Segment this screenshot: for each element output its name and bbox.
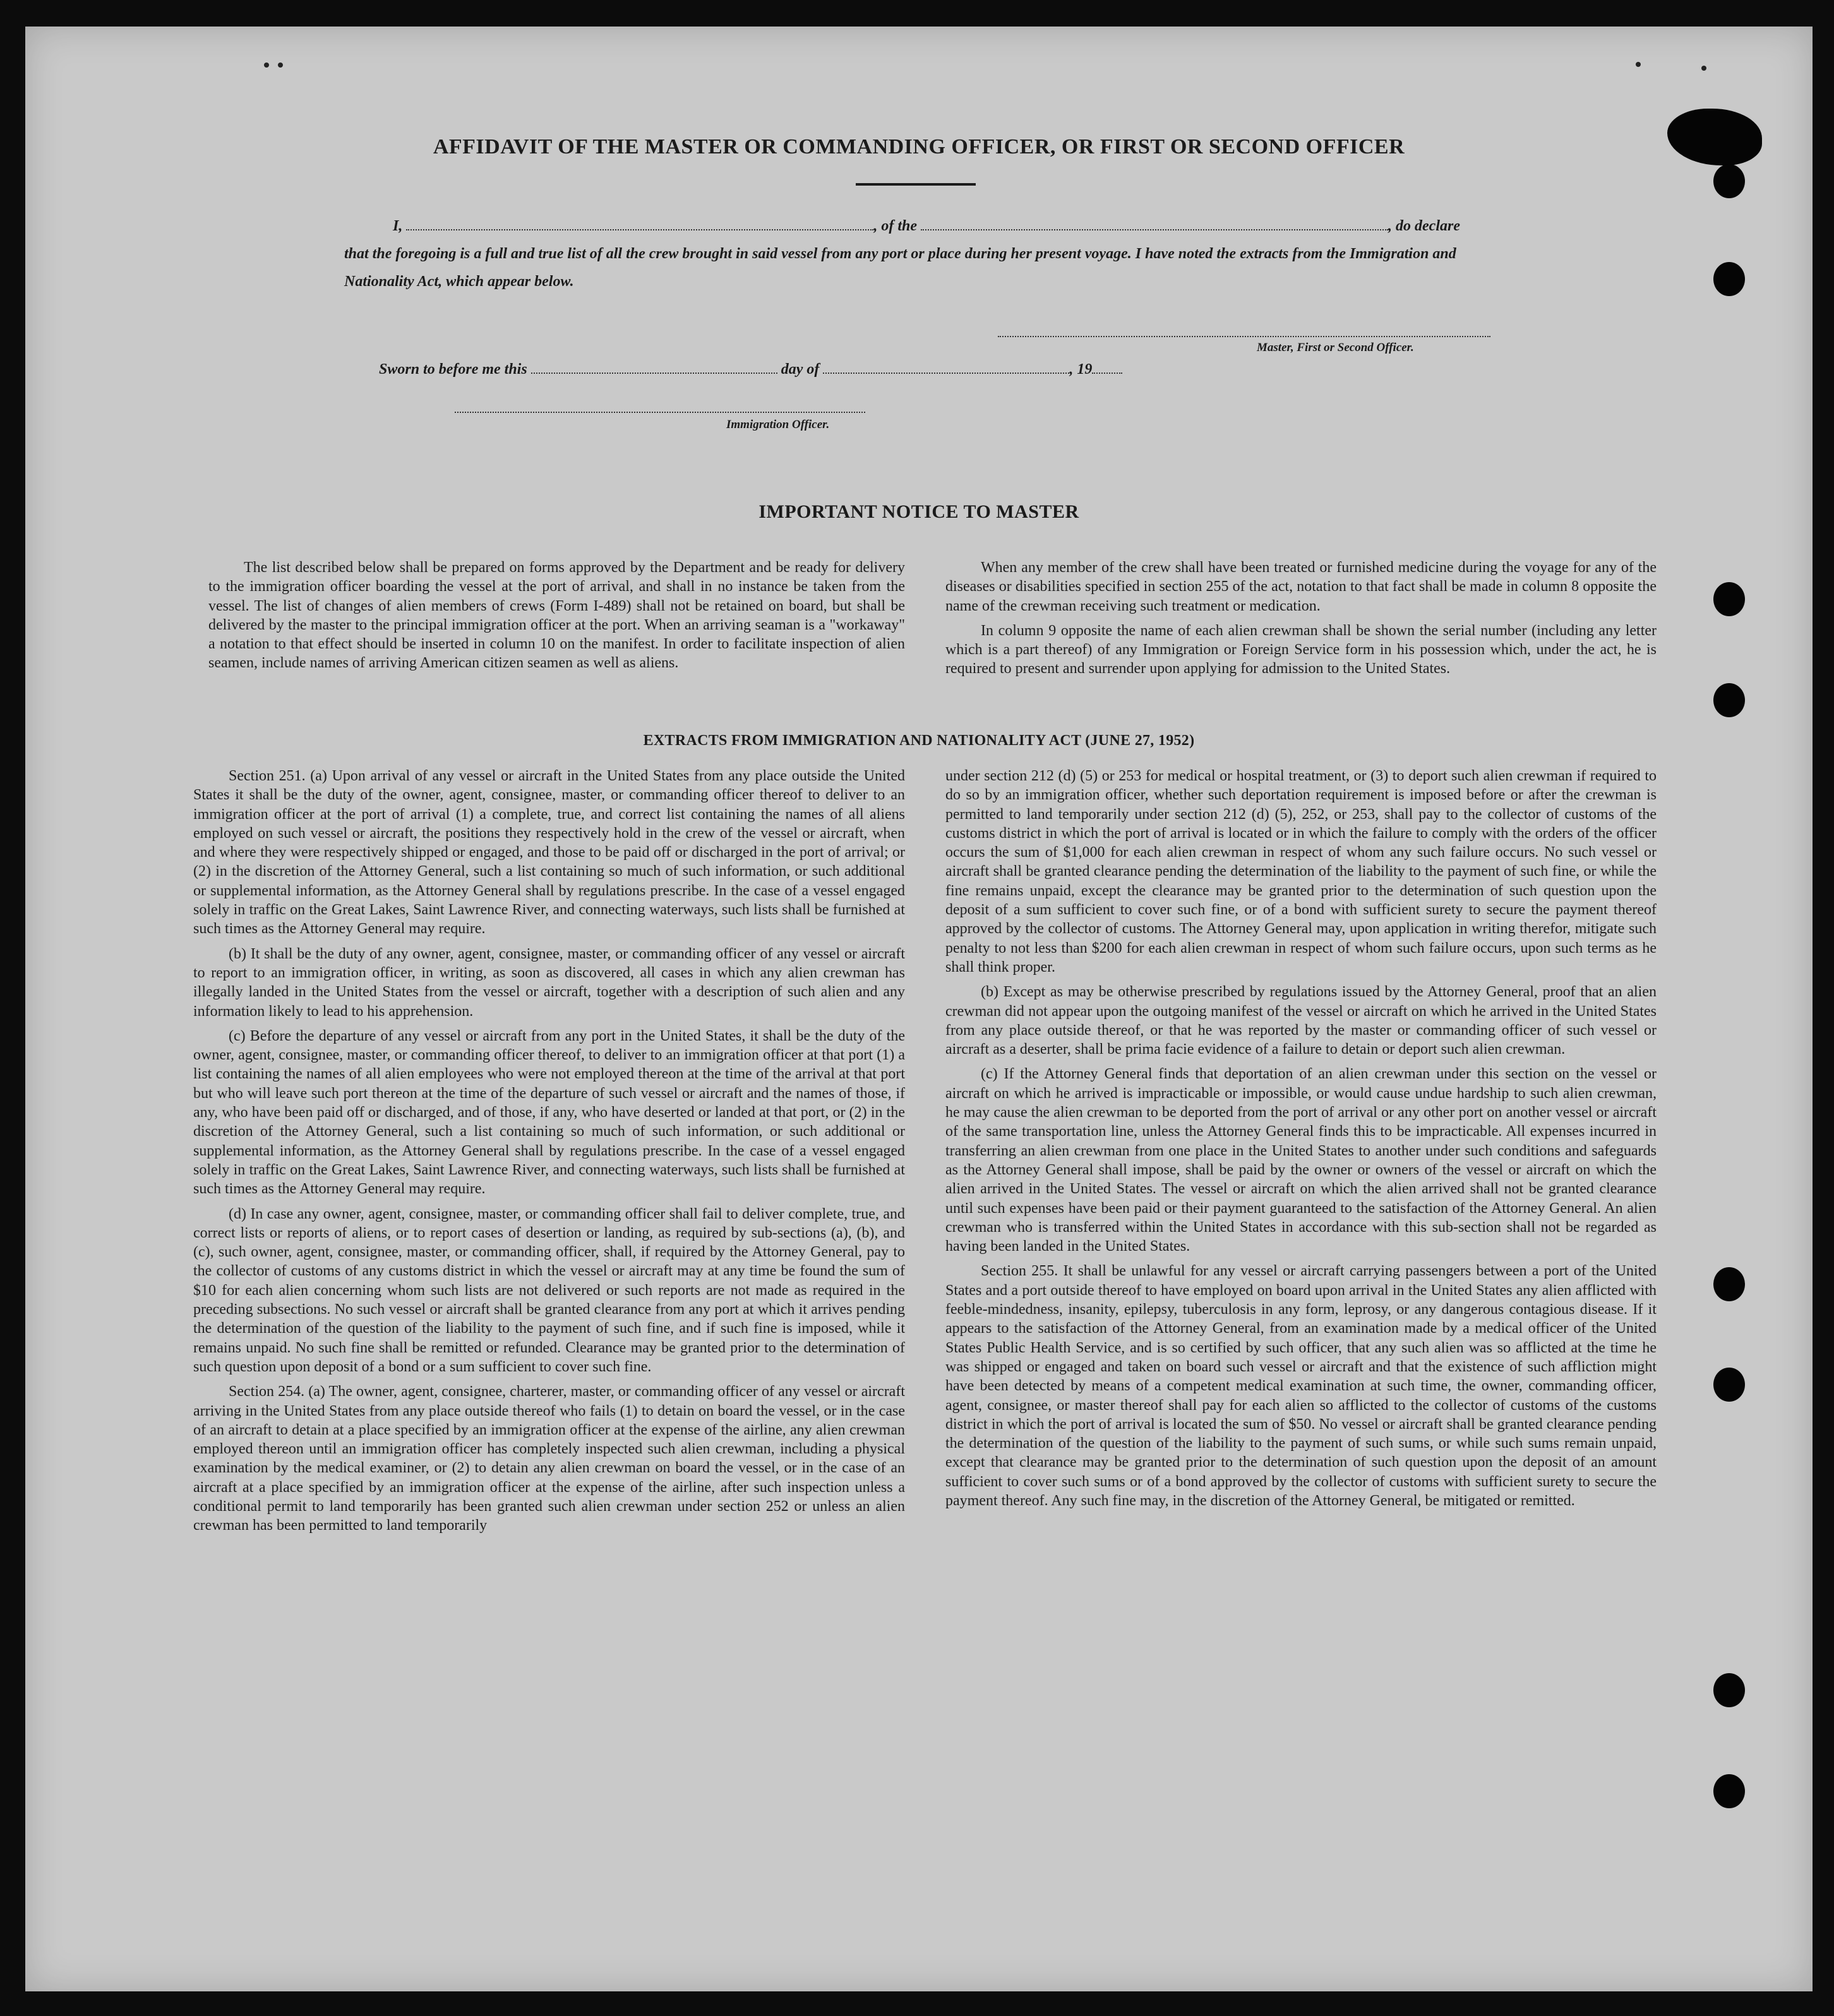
notice-paragraph: The list described below shall be prepared on forms approved by the Department and be ready for delivery to the immigration officer boarding the vessel at the port of arrival, and shall in no instance be taken from the vessel. The list of changes of alien members of crews (Form I-489) shall not be retained on board, but shall be delivered by the master to the principal immigration officer at the port. When an arriving seaman is a "workaway" a notation to that effect should be inserted in column 10 on the manifest. In order to facilitate inspection of alien seamen, include names of arriving American citizen seamen as well as aliens. [208, 559, 905, 672]
vessel-prefix: , of the [873, 218, 918, 234]
vessel-name-field[interactable] [921, 218, 1388, 230]
declarant-prefix: I, [393, 218, 403, 234]
section-paragraph: Section 254. (a) The owner, agent, consignee, charterer, master, or commanding officer of any vessel or aircraft arriving in the United States from any place outside thereof who fails (1) to detain on board the vessel, or in the case of an aircraft to detain at a place specified by an immigration officer at the expense of the airline, any alien crewman employed thereon until an immigration officer has completely inspected such alien crewman, including a physical examination by the medical examiner, or (2) to detain any alien crewman on board the vessel, or in the case of an aircraft at a place specified by an immigration officer at the expense of the airline, after such inspection unless a conditional permit to land temporarily has been granted such alien crewman under section 252 or unless an alien crewman has been permitted to land temporarily [193, 1383, 905, 1534]
declaration-statement: that the foregoing is a full and true list of all the crew brought in said vessel from any port or place during her present voyage. I have noted the extracts from the Immigration and Nationality Act, which appear below. [344, 246, 1456, 290]
section-paragraph: (c) Before the departure of any vessel or aircraft from any port in the United States, it shall be the duty of the owner, agent, consignee, master, or commanding officer thereof, to deliver to an immigration officer at that port (1) a list containing the names of all alien employees who were not employed thereon at the time of the arrival at that port but who will leave such port thereon at the time of the departure of such vessel or aircraft and the names of those, if any, who have been paid off or discharged, and of those, if any, who have deserted or landed at that port, or (2) in the discretion of the Attorney General, such a list containing so much of such information, or such additional or supplemental information, as the Attorney General shall by regulations prescribe. In the case of a vessel engaged solely in traffic on the Great Lakes, Saint Lawrence River, and connecting waterways, such lists shall be furnished at such times as the Attorney General may require. [193, 1027, 905, 1198]
punch-hole [1713, 1267, 1745, 1301]
sworn-prefix: Sworn to before me this [379, 361, 527, 378]
section-paragraph: (b) Except as may be otherwise prescribed by regulations issued by the Attorney General, proof that an alien crewman did not appear upon the outgoing manifest of the vessel or aircraft on which he arrived in the United States from any place outside thereof, or that he was reported by the master or commanding officer of such vessel or aircraft as a deserter, shall be prima facie evidence of a failure to detain or deport such alien crewman. [945, 984, 1657, 1058]
master-signature-line[interactable] [998, 336, 1490, 337]
punch-hole [1713, 1673, 1745, 1707]
declaration-line [393, 218, 1460, 235]
sworn-year-prefix: , 19 [1069, 361, 1093, 378]
punch-hole [1713, 683, 1745, 717]
punch-hole [1713, 1368, 1745, 1402]
sworn-year-field[interactable] [1092, 361, 1122, 374]
title-rule [856, 183, 976, 186]
punch-hole [1713, 164, 1745, 198]
section-paragraph: (d) In case any owner, agent, consignee, master, or commanding officer shall fail to deliver complete, true, and correct lists or reports of aliens, or to report cases of desertion or landing, as required by sub-sections (a), (b), and (c), such owner, agent, consignee, master, or commanding officer, shall, if required by the Attorney General, pay to the collector of customs of any customs district in which the vessel or aircraft may at any time be found the sum of $10 for each alien concerning whom such lists are not delivered or such reports are not made as required in the preceding subsections. No such vessel or aircraft shall be granted clearance from any port at which it arrives pending the determination of the question of the liability to the payment of such fine, and if such fine is imposed, while it remains unpaid. No such fine shall be remitted or refunded. Clearance may be granted prior to the determination of such question upon deposit of a bond or a sum sufficient to cover such fine. [193, 1205, 905, 1375]
notice-title: IMPORTANT NOTICE TO MASTER [758, 501, 1079, 522]
sworn-month-field[interactable] [823, 361, 1069, 374]
section-paragraph: Section 255. It shall be unlawful for any vessel or aircraft carrying passengers between a port of the United States and a port outside thereof to have employed on board upon arrival in the United States any alien afflicted with feeble-mindedness, insanity, epilepsy, tuberculosis in any form, leprosy, or any dangerous contagious disease. If it appears to the satisfaction of the Attorney General, from an examination made by a medical officer of the United States Public Health Service, and is so certified by such officer, that any such alien was so afflicted at the time he was shipped or engaged and taken on board such vessel or aircraft and that the existence of such affliction might have been detected by means of a competent medical examination at such time, the owner, commanding officer, agent, consignee, or master thereof shall pay for each alien so afflicted to the collector of customs of the customs district in which the port of arrival is located the sum of $50. No vessel or aircraft shall be granted clearance pending the determination of the question of the liability to the payment of such sums, or while such sums remain unpaid, except that clearance may be granted prior to the determination of such question upon the deposit of an amount sufficient to cover such sums or of a bond approved by the collector of customs with sufficient surety to secure the payment thereof. Any such fine may, in the discretion of the Attorney General, be mitigated or remitted. [945, 1263, 1657, 1509]
master-signature-label: Master, First or Second Officer. [1257, 341, 1414, 354]
notice-left-column [208, 558, 905, 679]
section-paragraph: under section 212 (d) (5) or 253 for medical or hospital treatment, or (3) to deport such alien crewman if required to do so by an immigration officer, whether such deportation requirement is imposed before or after the crewman is permitted to land temporarily under section 212 (d) (5), 252, or 253, shall pay to the collector of customs of the customs district in which the port of arrival is located or in which the failure to comply with the orders of the officer occurs the sum of $1,000 for each alien crewman in respect of whom any such failure occurs. No such vessel or aircraft shall be granted clearance pending the determination of the liability to the payment of such fine, or while the fine remains unpaid, except the clearance may be granted prior to the determination of such question upon the deposit of a sum sufficient to cover such fine, or of a bond with sufficient surety to secure the payment thereof approved by the collector of customs. The Attorney General may, upon application in writing therefor, mitigate such penalty to not less than $200 for each alien crewman in respect of whom such failure occurs, upon such terms as he shall think proper. [945, 768, 1657, 975]
officer-signature-line[interactable] [455, 412, 865, 413]
punch-hole [1713, 1774, 1745, 1808]
declare-suffix: , do declare [1388, 218, 1460, 234]
speck [278, 63, 283, 68]
extracts-left-column [193, 766, 905, 1541]
extracts-right-column [945, 766, 1657, 1516]
speck [264, 63, 269, 68]
declarant-name-field[interactable] [406, 218, 873, 230]
section-paragraph: (b) It shall be the duty of any owner, agent, consignee, master, or commanding officer of any vessel or aircraft to report to an immigration officer, in writing, as soon as discovered, all cases in which any alien crewman has illegally landed in the United States from the vessel or aircraft, together with a description of such alien and any information likely to lead to his apprehension. [193, 945, 905, 1020]
sworn-day-of: day of [781, 361, 820, 378]
notice-right-column [945, 558, 1657, 684]
punch-hole [1713, 582, 1745, 616]
notice-paragraph: When any member of the crew shall have been treated or furnished medicine during the voyage for any of the diseases or disabilities specified in section 255 of the act, notation to that fact shall be made in column 8 opposite the name of the crewman receiving such treatment or medication. [945, 559, 1657, 614]
affidavit-title: AFFIDAVIT OF THE MASTER OR COMMANDING OFFICER, OR FIRST OR SECOND OFFICER [433, 135, 1405, 158]
speck [1636, 62, 1641, 67]
officer-signature-label: Immigration Officer. [726, 418, 830, 431]
speck [1701, 66, 1706, 71]
extracts-title: EXTRACTS FROM IMMIGRATION AND NATIONALITY ACT (JUNE 27, 1952) [643, 732, 1195, 749]
punch-hole [1713, 262, 1745, 296]
section-paragraph: (c) If the Attorney General finds that deportation of an alien crewman under this section on the vessel or aircraft on which he arrived is impracticable or impossible, or would cause undue hardship to such alien crewman, he may cause the alien crewman to be deported from the port of arrival or any other port on another vessel or aircraft of the same transportation line, unless the Attorney General finds this to be impracticable. All expenses incurred in transferring an alien crewman from one place in the United States to another under such conditions and safeguards as the Attorney General shall impose, shall be paid by the owner or owners of the vessel or aircraft on which the alien arrived in the United States. The vessel or aircraft on which the alien arrived shall not be granted clearance until such expenses have been paid or their payment guaranteed to the satisfaction of the Attorney General. An alien crewman who is transferred within the United States in accordance with this sub-section shall not be regarded as having been landed in the United States. [945, 1066, 1657, 1255]
notice-paragraph: In column 9 opposite the name of each alien crewman shall be shown the serial number (including any letter which is a part thereof) of any Immigration or Foreign Service form in his possession which, under the act, he is required to present and surrender upon applying for admission to the United States. [945, 622, 1657, 677]
sworn-day-field[interactable] [531, 361, 777, 374]
section-paragraph: Section 251. (a) Upon arrival of any vessel or aircraft in the United States from any place outside the United States it shall be the duty of the owner, agent, consignee, master, or commanding officer thereof to deliver to an immigration officer at the port of arrival (1) a complete, true, and correct list containing the names of all aliens employed on such vessel or aircraft, the positions they respectively hold in the crew of the vessel or aircraft, when and where they were respectively shipped or engaged, and those to be paid off or discharged in the port of arrival; or (2) in the discretion of the Attorney General, such a list containing so much of such information, or such additional or supplemental information, as the Attorney General shall by regulations prescribe. In the case of a vessel engaged solely in traffic on the Great Lakes, Saint Lawrence River, and connecting waterways, such lists shall be furnished at such times as the Attorney General may require. [193, 768, 905, 938]
document-page [25, 27, 1813, 1991]
sworn-line [379, 361, 1122, 378]
